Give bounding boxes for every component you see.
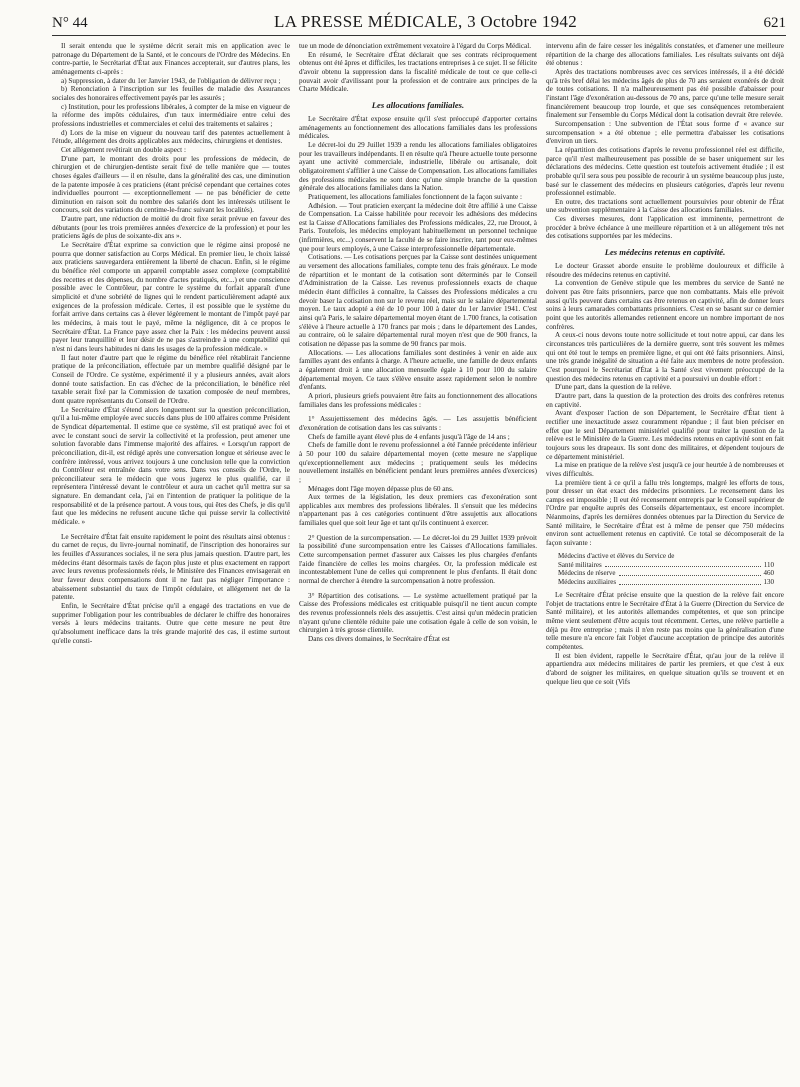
paragraph: a) Suppression, à dater du 1er Janvier 1943, de l'obligation de délivrer reçu ;: [61, 76, 281, 85]
journal-title: LA PRESSE MÉDICALE,: [274, 12, 463, 31]
paragraph: 3° Répartition des cotisations. — Le système actuellement pratiqué par la Caisse des Professions médicales est critiquable puisqu'il ne tient aucun compte des revenus professionnels réels des assujettis. C'est ainsi qu'un médecin praticien n'ayant qu'une clientèle réduite paie une cotisation égale à celle de son voisin, le chirurgien à très grosse clientèle.: [299, 591, 537, 635]
paragraph: d) Lors de la mise en vigueur du nouveau tarif des patentes actuellement à l'étude, allégement des droits applicables aux médecins, chirurgiens et dentistes.: [52, 128, 290, 146]
paragraph: tue un mode de dénonciation extrêmement vexatoire à l'égard du Corps Médical.: [299, 42, 532, 50]
paragraph: 1° Assujettissement des médecins âgés. — Les assujettis bénéficient d'exonération de cotisation dans les cas suivants :: [299, 415, 537, 432]
paragraph: Il serait entendu que le système décrit serait mis en application avec le patronage du Département de la Santé, et le concours de l'Ordre des Médecins. En contre-partie, le Secrétariat d'État aux Finances accepterait, sur d'autres plans, les aménagements ci-après :: [52, 42, 290, 76]
paragraph: Ces diverses mesures, dont l'application est imminente, permettront de procéder à brève échéance à une meilleure répartition et à un allégement très net des cotisations supportées par les médecins.: [546, 215, 784, 241]
paragraph: Il est bien évident, rappelle le Secrétaire d'État, qu'au jour de la relève il appartiendra aux médecins militaires de partir les premiers, et que c'est à eux d'abord de soigner les militaires, en quelque situation qu'ils se trouvent et en quelque lieu que ce soit (Vifs: [546, 651, 784, 686]
paragraph: Aux termes de la législation, les deux premiers cas d'exonération sont applicables aux membres des professions libérales. Il s'ensuit que les médecins n'appartenant pas à ces catégories continuent d'être assujettis aux allocations familiales quel que soit leur âge et tant qu'ils continuent à exercer.: [299, 493, 537, 528]
table-row: [558, 561, 784, 570]
paragraph: Cet allégement revêtirait un double aspect :: [61, 145, 186, 154]
paragraph: c) Institution, pour les professions libérales, à compter de la mise en vigueur de la réforme des impôts cédulaires, d'un taux intermédiaire entre celui des professions industrielles et commerciales et celui des traitements et salaires ;: [52, 102, 290, 128]
dot-leader: [605, 561, 761, 568]
paragraph: Adhésion. — Tout praticien exerçant la médecine doit être affilié à une Caisse de Compensation. La Caisse habilitée pour recevoir les adhésions des médecins est la Caisse d'Allocations familiales des Professions médicales, 22, rue Drouot, à Paris. Toutefois, les médecins employant habituellement un personnel technique (infirmières, etc...) conservent la faculté de se faire inscrire, tant pour eux-mêmes que pour leurs employés, à une Caisse interprofessionnelle départementale.: [299, 201, 537, 253]
paragraph: Avant d'exposer l'action de son Département, le Secrétaire d'État tient à rectifier une inexactitude assez couramment répandue ; il faut bien préciser en effet que le seul Département ministériel qualifié pour traiter la question de la relève est le Ministère de la Guerre. Les médecins retenus en captivité sont en fait toujours sous les drapeaux. Ils sont donc des militaires, et dépendent toujours de ce département ministériel.: [546, 409, 784, 461]
paragraph: Le Secrétaire d'État expose ensuite qu'il s'est préoccupé d'apporter certains aménagements au fonctionnement des allocations familiales dans les professions médicales.: [299, 114, 537, 141]
paragraph: En outre, des tractations sont actuellement poursuivies pour obtenir de l'État une subvention supplémentaire à la Caisse des allocations familiales.: [546, 197, 784, 215]
paragraph: 2° Question de la surcompensation. — Le décret-loi du 29 Juillet 1939 prévoit la possibilité d'une surcompensation entre les Caisses d'Allocations familiales. Cette surcompensation permet d'assurer aux Caisses les plus chargées d'enfants l'aide financière de celles les moins chargées. Or, la profession médicale est incontestablement l'une de celles qui comprennent le plus d'enfants. Il était donc normal de chercher à étendre la surcompensation à notre profession.: [299, 533, 537, 586]
physicians-count-table: [558, 552, 784, 587]
paragraph: Le Secrétaire d'État fait ensuite rapidement le point des résultats ainsi obtenus : du carnet de reçus, du livre-journal nominatif, de l'inscription des honoraires sur les feuilles d'Assurances sociales, il ne sera plus jamais question. D'autre part, les médecins étant désormais taxés de façon plus juste et plus exactement en rapport avec leurs revenus professionnels réels, le Ministère des Finances envisagerait en leur faveur deux compensations dont il ne faut pas négliger l'importance : abaissement substantiel du taux de l'impôt cédulaire, et allégement net de la patente.: [52, 532, 290, 602]
table-row-label: Médecins de réserve: [558, 569, 616, 578]
paragraph: Allocations. — Les allocations familiales sont destinées à venir en aide aux familles ayant des enfants à charge. A l'heure actuelle, une famille de deux enfants a également droit à une allocation mensuelle égale à 10 pour 100 du salaire départemental moyen. Ce taux s'élève ensuite assez rapidement selon le nombre d'enfants.: [299, 348, 537, 392]
paragraph: Le Secrétaire d'État s'étend alors longuement sur la question préconciliation, qu'il a lui-même employée avec succès dans plus de 100 affaires comme Président de Syndicat départemental. Il estime que ce système, s'il est pratiqué avec foi et avec le constant souci de servir la collectivité et la profession, peut amener une solution favorable dans l'immense majorité des affaires. « Lorsqu'un rapport de préconciliation, dit-il, est rédigé après une conversation longue et sérieuse avec le confrère intéressé, vous arrivez toujours à une conclusion telle que la conviction du Contrôleur est entraînée dans votre sens. Dans vos conseils de l'Ordre, le préconciliateur sera le médecin que vous jugerez le plus qualifié, car il représentera l'intéressé devant le contrôleur et aura un cachet qu'il mettra sur sa signature. En demandant cela, j'ai en l'intention de pratiquer la politique de la responsabilité et de la présence partout. A vous tous, qui êtes des Chefs, je dis qu'il faut que les médecins ne refusent aucune tâche qui puisse servir la collectivité médicale. »: [52, 405, 290, 527]
table-row-label: Santé militaires: [558, 560, 602, 569]
paragraph: Chefs de famille ayant élevé plus de 4 enfants jusqu'à l'âge de 14 ans ;: [308, 432, 510, 441]
table-row-value: 460: [763, 569, 774, 578]
page-header: [52, 12, 786, 36]
paragraph: A ceux-ci nous devons toute notre sollicitude et tout notre appui, car dans les circonstances très particulières de la dernière guerre, sont très souvent les mêmes qui ont été tout le temps en première ligne, et qui ont été faits prisonniers. Ainsi, une très grande inégalité de situation a été faite aux membres de notre profession. C'est pourquoi le Secrétariat d'État à la Santé s'est vivement préoccupé de la question des médecins retenus en captivité et a poursuivi un double effort :: [546, 331, 784, 383]
column-left: [52, 42, 290, 1087]
paragraph: Cotisations. — Les cotisations perçues par la Caisse sont destinées uniquement au versement des allocations familiales, compte tenu des frais généraux. Le mode de répartition et le montant de la cotisation sont déterminés par le Conseil d'Administration de la Caisse. Les revenus professionnels exacts de chaque médecin étant difficiles à connaître, la Caisses des Professions médicales a cru devoir baser la cotisation non sur le revenu réel, mais sur le salaire départemental moyen. Le taux adopté a été de 10 pour 100 à dater du 1er Janvier 1941. C'est ainsi qu'à Paris, le salaire départemental moyen étant de 1.700 francs, la cotisation s'élève à l'heure actuelle à 170 francs par mois ; dans le département des Landes, au contraire, où le salaire départemental rural moyen n'est que de 900 francs, la cotisation ne dépasse pas la somme de 90 francs par mois.: [299, 253, 537, 348]
section-heading: Les allocations familiales.: [371, 99, 465, 110]
paragraph: Le Secrétaire d'État exprime sa conviction que le régime ainsi proposé ne pourra que donner satisfaction au Corps Médical. En premier lieu, le choix laissé aux praticiens sauvegardera entièrement la liberté de chacun. Enfin, si le régime du bénéfice réel comporte un appareil comptable assez complexe (comptabilité des recettes et des dépenses, du nombre d'actes pratiqués, etc...) et une conscience possible avec le Contrôleur, par contre le système du forfait apparaît d'une simplicité et d'une sobriété de lignes qui le rendent particulièrement adapté aux exigences de la profession médicale. Certes, il est possible que le système du forfait arrive dans certains cas à élever légèrement le montant de l'impôt payé par les médecins, à mais tout le payé, même la négligence, dit à ce propos le Secrétaire d'État. La France paye assez cher la Paix : les médecins peuvent aussi payer leur tranquillité et leur désir de ne pas s'astreindre à une comptabilité qui n'est ni dans leurs habitudes ni dans les usages de la profession médicale. »: [52, 241, 290, 353]
paragraph: La convention de Genève stipule que les membres du service de Santé ne doivent pas être faits prisonniers, parce que non combattants. Mais elle prévoit aussi qu'ils peuvent dans certains cas être retenus en captivité, afin de donner leurs soins à leurs camarades combattants prisonniers. C'est en se basant sur ce dernier point que les autorités allemandes retiennent encore un nombre important de nos confrères.: [546, 279, 784, 331]
paragraph: D'une part, le montant des droits pour les professions de médecin, de chirurgien et de chirurgien-dentiste serait fixé de telle manière que — toutes choses égales d'ailleurs — il en résulte, dans la généralité des cas, une diminution de la patente imposée à ces praticiens (étant précisé cependant que certaines cotes individuelles pourront — exceptionnellement — ne pas bénéficier de cette diminution en raison soit du nombre des salariés dont les intéressés utilisent le concours, soit des variations du centime-le-franc suivant les localités).: [52, 154, 290, 215]
table-row: [558, 569, 784, 578]
paragraph: La mise en pratique de la relève s'est jusqu'à ce jour heurtée à de nombreuses et vives difficultés.: [546, 461, 784, 478]
column-middle: [299, 42, 537, 1087]
paragraph: Après des tractations nombreuses avec ces services intéressés, il a été décidé qu'à très bref délai les médecins âgés de plus de 70 ans seraient exonérés de droit de toutes cotisations. Il n'a malheureusement pas été possible d'abaisser pour l'instant l'âge d'exonération au-dessous de 70 ans, parce qu'une telle mesure serait financièrement beaucoup trop lourde, et que ses conséquences retomberaient finalement sur l'ensemble du Corps Médical dont la cotisation devrait être relevée.: [546, 67, 784, 120]
issue-date: 3 Octobre 1942: [467, 12, 578, 31]
journal-title-line: [274, 12, 577, 32]
paragraph: Pratiquement, les allocations familiales fonctionnent de la façon suivante :: [308, 192, 522, 201]
dot-leader: [619, 578, 760, 585]
paragraph: Le décret-loi du 29 Juillet 1939 a rendu les allocations familiales obligatoires pour les travailleurs indépendants. Il en résulte qu'à l'heure actuelle toute personne ayant une activité commerciale, industrielle, libérale ou artisanale, doit obligatoirement s'affilier à une Caisse de Compensation. Les allocations familiales des professions médicales ne sont donc qu'une simple branche de la question générale des allocations familiales dans la Nation.: [299, 140, 537, 193]
paragraph: La répartition des cotisations d'après le revenu professionnel réel est difficile, parce qu'il n'est malheureusement pas possible de se baser uniquement sur les déclarations des médecins. Cette question est toutefois activement étudiée ; il est probable qu'il sera sous peu possible de recourir à un système beaucoup plus juste, basé sur le classement des médecins en plusieurs catégories, d'après leur revenu professionnel estimable.: [546, 145, 784, 198]
table-row: [558, 552, 784, 561]
paragraph: intervenu afin de faire cesser les inégalités constatées, et d'amener une meilleure répartition de la charge des allocations familiales. Les résultats suivants ont déjà été obtenus :: [546, 42, 784, 68]
paragraph: Ménages dont l'âge moyen dépasse plus de 60 ans.: [308, 484, 454, 493]
paragraph: Chefs de famille dont le revenu professionnel a été l'année précédente inférieur à 50 pour 100 du salaire départemental moyen (cette mesure ne s'applique qu'exceptionnellement aux médecins ; pratiquement seuls les médecins nouvellement installés en bénéficient pendant leurs premières années d'exercices) ;: [299, 441, 537, 484]
paragraph: D'une part, dans la question de la relève.: [555, 383, 672, 392]
paragraph: Dans ces divers domaines, le Secrétaire d'État est: [308, 635, 450, 643]
paragraph: D'autre part, dans la question de la protection des droits des confrères retenus en captivité.: [546, 391, 784, 409]
paragraph: La première tient à ce qu'il a fallu très longtemps, malgré les efforts de tous, pour dresser un état exact des médecins prisonniers. Le recensement dans les camps est impossible ; Il eut été recensement entrepris par le Conseil supérieur de l'Ordre par enquête auprès des Conseils départementaux, est encore incomplet. Néanmoins, d'après les dernières données obtenues par la Direction du Service de Santé militaire, le Secrétaire d'État est à même de penser que 750 médecins environ sont actuellement retenus en captivité. Ce total se décomposerait de la façon suivante :: [546, 478, 784, 548]
paragraph: Il faut noter d'autre part que le régime du bénéfice réel rétablirait l'ancienne pratique de la préconciliation, effectuée par un membre qualifié désigné par le Conseil de l'Ordre. Ce système, expérimenté il y a plusieurs années, avait alors donné toute satisfaction. En cas d'échec de la préconciliation, le bénéfice réel taxable serait fixé par la Commission de taxation composée de neuf membres, dont quatre représentants du Conseil de l'Ordre.: [52, 353, 290, 405]
page-number: 621: [763, 15, 786, 31]
table-row-label: Médecins auxiliaires: [558, 578, 617, 587]
section-heading: Les médecins retenus en captivité.: [604, 247, 726, 258]
column-right: [546, 42, 784, 1087]
table-row: [558, 578, 784, 587]
paragraph: Le Secrétaire d'État précise ensuite que la question de la relève fait encore l'objet de tractations entre le Secrétaire d'État à la Guerre (Direction du Service de Santé militaire), et les autorités allemandes compétentes, et que son principe même vient seulement d'être acquis tout récemment. Certes, une relève partielle a déjà pu être entreprise ; mais il n'en reste pas moins que la généralisation d'une telle mesure n'a encore fait l'objet d'aucune acceptation de principe des autorités compétentes.: [546, 590, 784, 651]
issue-number: N° 44: [52, 15, 88, 31]
table-row-label: Médecins d'active et élèves du Service de: [558, 551, 675, 560]
dot-leader: [619, 569, 761, 576]
paragraph: D'autre part, une réduction de moitié du droit fixe serait prévue en faveur des débutants (pour les trois premières années d'exercice de la profession) et pour les praticiens âgés de plus de soixante-dix ans ».: [52, 215, 290, 241]
paragraph: Enfin, le Secrétaire d'État précise qu'il a engagé des tractations en vue de supprimer l'obligation pour les contribuables de déclarer le chiffre des honoraires versés à leurs médecins traitants. Outre que cette mesure ne peut être qu'absolument inefficace dans la très grande majorité des cas, il estime surtout qu'elle consti-: [52, 602, 290, 645]
paragraph: Surcompensation : Une subvention de l'État sous forme d' « avance sur surcompensation » a été obtenue ; elle permettra d'abaisser les cotisations d'environ un tiers.: [546, 119, 784, 146]
table-row-value: 110: [763, 560, 774, 569]
table-row-value: 130: [763, 578, 774, 587]
paragraph: b) Renonciation à l'inscription sur les feuilles de maladie des Assurances sociales des honoraires effectivement payés par les assurés ;: [52, 85, 290, 102]
text-columns: [52, 42, 786, 1087]
paragraph: En résumé, le Secrétaire d'État déclarait que ses contrats réciproquement obtenus ont été âpres et difficiles, les tractations entreprises à ce sujet. Il se félicite d'avoir obtenu la suppression dans la fiscalité médicale de tout ce que celle-ci pouvait avoir d'avilissant pour la profession et de contraire aux principes de la Charte Médicale.: [299, 50, 537, 94]
paragraph: A priori, plusieurs griefs pouvaient être faits au fonctionnement des allocations familiales dans les professions médicales :: [299, 391, 537, 409]
paragraph: Le docteur Grasset aborde ensuite le problème douloureux et difficile à résoudre des médecins retenus en captivité.: [546, 262, 784, 279]
